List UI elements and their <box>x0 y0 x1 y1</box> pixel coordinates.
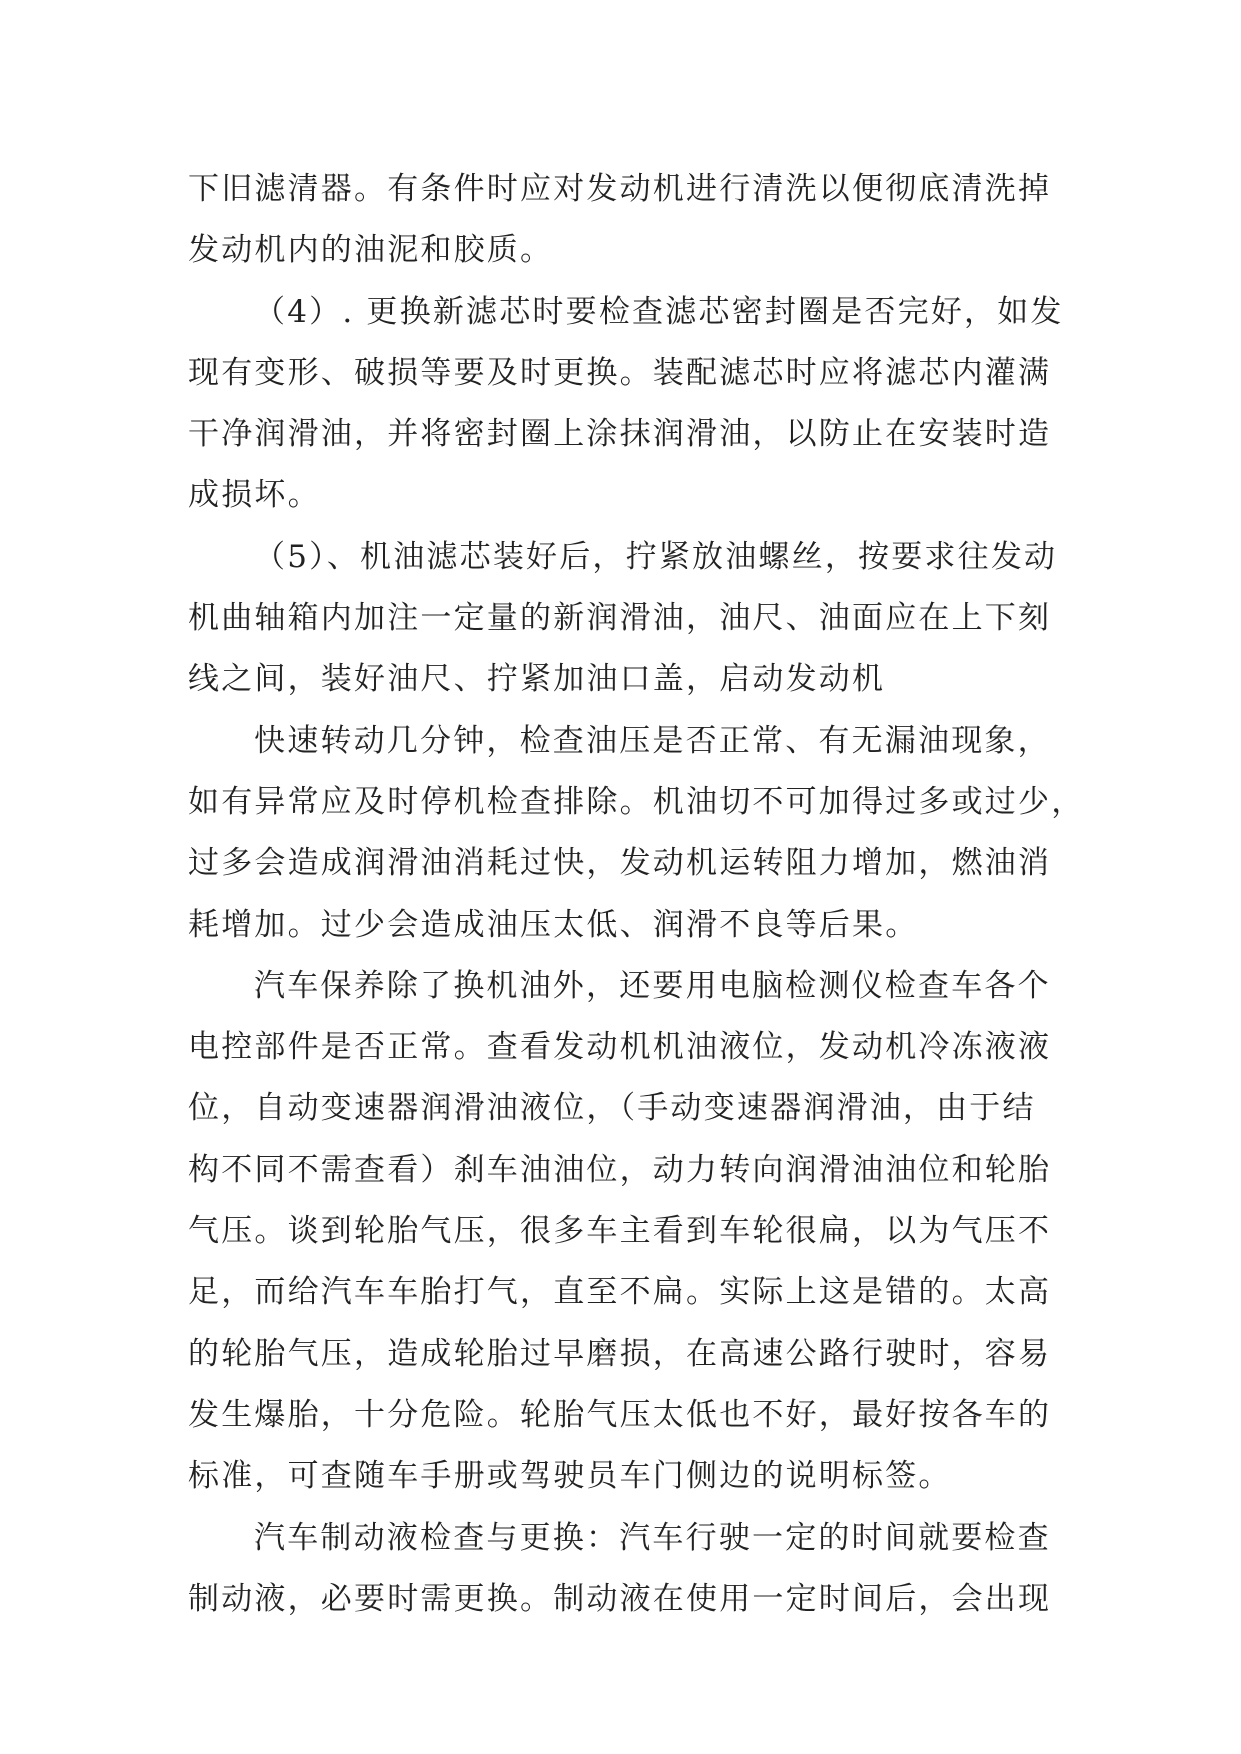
text-line: 电控部件是否正常。查看发动机机油液位，发动机冷冻液液 <box>188 1029 1052 1066</box>
text-line: 如有异常应及时停机检查排除。机油切不可加得过多或过少， <box>188 783 1085 820</box>
text-line: 成损坏。 <box>188 477 321 514</box>
text-line: 汽车保养除了换机油外，还要用电脑检测仪检查车各个 <box>254 967 1051 1004</box>
text-line: 干净润滑油，并将密封圈上涂抹润滑油，以防止在安装时造 <box>188 416 1052 453</box>
text-line: 线之间，装好油尺、拧紧加油口盖，启动发动机 <box>188 661 886 698</box>
text-line: 标准，可查随车手册或驾驶员车门侧边的说明标签。 <box>188 1458 952 1495</box>
text-line: 气压。谈到轮胎气压，很多车主看到车轮很扁，以为气压不 <box>188 1213 1052 1250</box>
text-line: （5）、机油滤芯装好后，拧紧放油螺丝，按要求往发动 <box>254 538 1058 575</box>
text-line: （4）. 更换新滤芯时要检查滤芯密封圈是否完好，如发 <box>254 293 1064 330</box>
text-line: 发生爆胎，十分危险。轮胎气压太低也不好，最好按各车的 <box>188 1396 1052 1433</box>
text-line: 足，而给汽车车胎打气，直至不扁。实际上这是错的。太高 <box>188 1274 1052 1311</box>
body-text <box>188 159 1085 1630</box>
text-line: 现有变形、破损等要及时更换。装配滤芯时应将滤芯内灌满 <box>188 354 1052 391</box>
text-line: 汽车制动液检查与更换：汽车行驶一定的时间就要检查 <box>254 1519 1051 1556</box>
text-line: 机曲轴箱内加注一定量的新润滑油，油尺、油面应在上下刻 <box>188 600 1052 637</box>
text-line: 发动机内的油泥和胶质。 <box>188 232 554 269</box>
text-line: 耗增加。过少会造成油压太低、润滑不良等后果。 <box>188 906 919 943</box>
text-line: 构不同不需查看）刹车油油位，动力转向润滑油油位和轮胎 <box>188 1151 1052 1188</box>
text-line: 制动液，必要时需更换。制动液在使用一定时间后，会出现 <box>188 1580 1052 1617</box>
text-line: 下旧滤清器。有条件时应对发动机进行清洗以便彻底清洗掉 <box>188 171 1052 207</box>
text-line: 过多会造成润滑油消耗过快，发动机运转阻力增加，燃油消 <box>188 845 1052 882</box>
text-line: 位，自动变速器润滑油液位，（手动变速器润滑油，由于结 <box>188 1090 1036 1127</box>
text-line: 快速转动几分钟，检查油压是否正常、有无漏油现象， <box>254 722 1051 759</box>
text-line: 的轮胎气压，造成轮胎过早磨损，在高速公路行驶时，容易 <box>188 1335 1052 1372</box>
